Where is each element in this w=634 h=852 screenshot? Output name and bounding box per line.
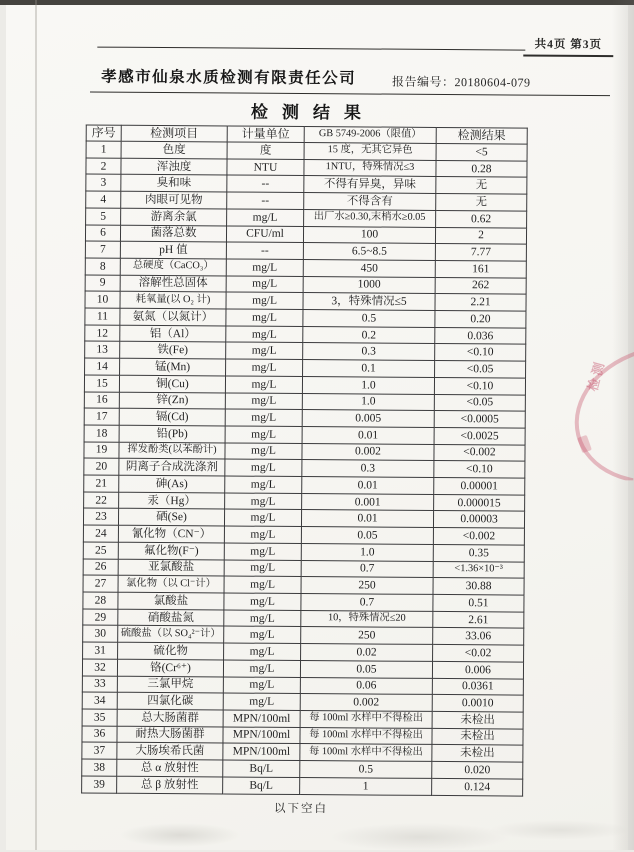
cell: 0.001 <box>302 493 434 511</box>
cell: 耗氧量(以 O₂ 计) <box>120 292 226 309</box>
cell: 度 <box>227 142 304 159</box>
cell: 38 <box>82 759 117 776</box>
cell: 2 <box>86 158 121 175</box>
cell: 每 100ml 水样中不得检出 <box>300 727 432 745</box>
cell: 0.3 <box>303 343 435 361</box>
cell: 0.01 <box>302 477 434 495</box>
cell: 0.002 <box>300 694 432 712</box>
cell: 0.002 <box>302 443 434 461</box>
cell: 1000 <box>303 276 435 294</box>
stamp-ring <box>565 340 634 480</box>
cell: 161 <box>435 260 526 277</box>
cell: 32 <box>82 659 117 676</box>
cell: 6 <box>85 225 120 242</box>
cell: 每 100ml 水样中不得检出 <box>300 710 432 728</box>
cell: 33 <box>82 675 117 692</box>
cell: mg/L <box>225 459 302 476</box>
cell: 未检出 <box>432 745 523 762</box>
cell: 硫化物 <box>118 642 224 659</box>
cell: 22 <box>84 492 119 509</box>
cell: 39 <box>82 776 117 794</box>
cell: mg/L <box>224 610 301 627</box>
cell: <0.10 <box>435 344 526 361</box>
report-number: 报告编号：20180604-079 <box>392 74 531 90</box>
cell: 26 <box>83 559 118 576</box>
cell: 无 <box>436 177 527 194</box>
cell: -- <box>226 242 303 259</box>
cell: 0.005 <box>302 410 434 428</box>
cell: 1.0 <box>301 543 433 561</box>
cell: 浑浊度 <box>121 158 227 175</box>
cell: 33.06 <box>433 628 524 645</box>
cell: mg/L <box>223 676 300 693</box>
cell: <0.0005 <box>434 411 525 428</box>
cell: -- <box>227 192 304 209</box>
cell: 0.124 <box>432 778 523 796</box>
cell: 34 <box>82 692 117 709</box>
cell: 0.3 <box>302 460 434 478</box>
cell: mg/L <box>225 493 302 510</box>
cell: 0.7 <box>301 593 433 611</box>
cell: 7 <box>85 241 120 258</box>
cell: mg/L <box>226 259 303 276</box>
footer-note: 以下空白 <box>273 802 329 816</box>
cell: mg/L <box>224 626 301 643</box>
cell: 铜(Cu) <box>119 375 225 392</box>
cell: 0.00003 <box>433 511 524 528</box>
cell: 三氯甲烷 <box>117 676 223 693</box>
cell: 30 <box>83 625 118 642</box>
cell: mg/L <box>226 309 303 326</box>
cell: 总硬度（CaCO₃） <box>120 258 226 275</box>
column-header-index: 序号 <box>86 125 121 141</box>
stamp-glyphs: 检测 <box>584 357 608 393</box>
cell: 铁(Fe) <box>120 342 226 359</box>
cell: mg/L <box>227 209 304 226</box>
cell: 2 <box>435 227 526 244</box>
cell: 锰(Mn) <box>120 358 226 375</box>
company-name: 孝感市仙泉水质检测有限责任公司 <box>101 68 357 88</box>
cell: 汞（Hg） <box>119 492 225 509</box>
column-header-result: 检测结果 <box>436 127 527 144</box>
cell: <5 <box>436 143 527 160</box>
cell: 30.88 <box>433 578 524 595</box>
cell: 36 <box>82 726 117 743</box>
cell: <0.0025 <box>434 427 525 444</box>
cell: MPN/100ml <box>223 710 300 727</box>
cell: CFU/ml <box>226 225 303 242</box>
results-table <box>81 124 528 796</box>
cell: 0.5 <box>303 310 435 328</box>
cell: mg/L <box>223 660 300 677</box>
cell: 锌(Zn) <box>119 392 225 409</box>
cell: 1 <box>86 141 121 158</box>
cell: 铅(Pb) <box>119 425 225 442</box>
cell: 17 <box>84 408 119 425</box>
cell: 硒(Se) <box>118 509 224 526</box>
cell: 7.77 <box>435 244 526 261</box>
cell: 8 <box>85 258 120 275</box>
cell: 无 <box>436 194 527 211</box>
cell: 0.7 <box>301 560 433 578</box>
cell: 肉眼可见物 <box>121 191 227 208</box>
cell: 37 <box>82 742 117 759</box>
cell: <0.05 <box>434 394 525 411</box>
cell: 15 <box>84 375 119 392</box>
cell: 5 <box>86 208 121 225</box>
cell: 14 <box>85 358 120 375</box>
column-header-unit: 计量单位 <box>227 126 304 143</box>
cell: 不得有异臭，异味 <box>304 176 436 194</box>
header-rule-top <box>97 47 525 51</box>
cell: 19 <box>84 442 119 459</box>
cell: mg/L <box>224 576 301 593</box>
cell: mg/L <box>224 643 301 660</box>
cell: 250 <box>301 577 433 595</box>
cell: 溶解性总固体 <box>120 275 226 292</box>
cell: 2.21 <box>435 294 526 311</box>
cell: mg/L <box>226 292 303 309</box>
cell: 18 <box>84 425 119 442</box>
cell: mg/L <box>226 359 303 376</box>
cell: 每 100ml 水样中不得检出 <box>300 744 432 762</box>
cell: 12 <box>85 325 120 342</box>
cell: mg/L <box>225 393 302 410</box>
cell: MPN/100ml <box>223 727 300 744</box>
table-row <box>82 776 523 796</box>
cell: 0.05 <box>301 527 433 545</box>
cell: 游离余氯 <box>121 208 227 225</box>
cell: 0.2 <box>303 326 435 344</box>
cell: 1 <box>300 777 432 795</box>
cell: 1.0 <box>302 393 434 411</box>
cell: 28 <box>83 592 118 609</box>
cell: 氨氮（以氮计） <box>120 308 226 325</box>
cell: 硫酸盐（以 SO₄²⁻计） <box>118 626 224 643</box>
cell: 不得含有 <box>304 193 436 211</box>
page-title: 检测结果 <box>250 102 375 123</box>
cell: 镉(Cd) <box>119 408 225 425</box>
cell: mg/L <box>224 593 301 610</box>
cell: 0.51 <box>433 594 524 611</box>
cell: 耐热大肠菌群 <box>117 726 223 743</box>
cell: 0.20 <box>435 310 526 327</box>
cell: Bq/L <box>223 777 300 795</box>
cell: MPN/100ml <box>223 743 300 760</box>
cell: 0.06 <box>300 677 432 695</box>
cell: -- <box>227 175 304 192</box>
column-header-item: 检测项目 <box>121 125 227 142</box>
cell: 450 <box>303 259 435 277</box>
cell: mg/L <box>224 543 301 560</box>
cell: 氟化物(F⁻) <box>118 542 224 559</box>
cell: 大肠埃希氏菌 <box>117 743 223 760</box>
cell: 24 <box>83 525 118 542</box>
cell: mg/L <box>225 409 302 426</box>
cell: 0.28 <box>436 160 527 177</box>
cell: 0.1 <box>303 360 435 378</box>
cell: 29 <box>83 609 118 626</box>
cell: 4 <box>86 191 121 208</box>
cell: 15 度，无其它异色 <box>304 143 436 161</box>
cell: 铬(Cr⁶⁺) <box>117 659 223 676</box>
cell: 3 <box>86 174 121 191</box>
cell: 0.01 <box>301 510 433 528</box>
cell: mg/L <box>225 426 302 443</box>
cell: 2.61 <box>433 611 524 628</box>
cell: Bq/L <box>223 760 300 777</box>
header-rule-mid <box>90 92 610 97</box>
cell: 0.000015 <box>434 494 525 511</box>
cell: 1NTU，特殊情况≤3 <box>304 159 436 177</box>
cell: 10，特殊情况≤20 <box>301 610 433 628</box>
cell: mg/L <box>226 342 303 359</box>
cell: 13 <box>85 341 120 358</box>
cell: 23 <box>83 508 118 525</box>
cell: mg/L <box>226 326 303 343</box>
cell: 菌落总数 <box>120 225 226 242</box>
cell: mg/L <box>224 560 301 577</box>
cell: <0.02 <box>433 645 524 662</box>
cell: 16 <box>84 392 119 409</box>
cell: 0.00001 <box>434 477 525 494</box>
cell: mg/L <box>226 276 303 293</box>
cell: 亚氯酸盐 <box>118 559 224 576</box>
cell: mg/L <box>223 693 300 710</box>
cell: 250 <box>301 627 433 645</box>
cell: 9 <box>85 275 120 292</box>
cell: 0.62 <box>436 210 527 227</box>
cell: 0.036 <box>435 327 526 344</box>
cell: 6.5~8.5 <box>303 243 435 261</box>
cell: 总 α 放射性 <box>117 759 223 776</box>
stamp-mark <box>577 435 592 453</box>
cell: 出厂水≥0.30,末梢水≥0.05 <box>304 209 436 227</box>
cell: <1.36×10⁻³ <box>433 561 524 578</box>
cell: 四氯化碳 <box>117 692 223 709</box>
page-indicator: 共4页 第3页 <box>523 36 613 58</box>
cell: <0.10 <box>434 461 525 478</box>
cell: 总大肠菌群 <box>117 709 223 726</box>
cell: 3，特殊情况≤5 <box>303 293 435 311</box>
cell: 0.05 <box>300 660 432 678</box>
column-header-limit: GB 5749-2006（限值） <box>304 127 436 144</box>
cell: 挥发酚类(以苯酚计) <box>119 442 225 459</box>
cell: 氰化物（CN⁻） <box>118 525 224 542</box>
cell: 氯酸盐 <box>118 592 224 609</box>
red-seal-stamp <box>565 340 634 480</box>
cell: 25 <box>83 542 118 559</box>
cell: 阴离子合成洗涤剂 <box>119 459 225 476</box>
cell: 0.0361 <box>432 678 523 695</box>
cell: 0.35 <box>433 544 524 561</box>
cell: <0.002 <box>434 444 525 461</box>
cell: 11 <box>85 308 120 325</box>
cell: 1.0 <box>302 376 434 394</box>
cell: mg/L <box>224 526 301 543</box>
cell: 色度 <box>121 141 227 158</box>
cell: 21 <box>84 475 119 492</box>
cell: mg/L <box>225 476 302 493</box>
cell: <0.002 <box>433 528 524 545</box>
cell: 262 <box>435 277 526 294</box>
cell: mg/L <box>225 376 302 393</box>
cell: 31 <box>83 642 118 659</box>
cell: 总 β 放射性 <box>117 776 223 794</box>
cell: 0.02 <box>301 644 433 662</box>
cell: 35 <box>82 709 117 726</box>
cell: 铝（Al） <box>120 325 226 342</box>
cell: mg/L <box>224 509 301 526</box>
cell: 0.020 <box>432 761 523 778</box>
cell: pH 值 <box>120 241 226 258</box>
cell: 27 <box>83 575 118 592</box>
cell: 20 <box>84 458 119 475</box>
cell: 臭和味 <box>121 175 227 192</box>
cell: 0.5 <box>300 761 432 779</box>
cell: 0.01 <box>302 426 434 444</box>
cell: 未检出 <box>432 728 523 745</box>
cell: 0.006 <box>432 661 523 678</box>
cell: NTU <box>227 159 304 176</box>
cell: 10 <box>85 291 120 308</box>
cell: 砷(As) <box>119 475 225 492</box>
cell: 硝酸盐氮 <box>118 609 224 626</box>
cell: <0.10 <box>434 377 525 394</box>
cell: 未检出 <box>432 711 523 728</box>
cell: mg/L <box>225 443 302 460</box>
cell: 0.0010 <box>432 695 523 712</box>
cell: 氯化物（以 Cl⁻计） <box>118 576 224 593</box>
cell: 100 <box>303 226 435 244</box>
cell: <0.05 <box>435 361 526 378</box>
